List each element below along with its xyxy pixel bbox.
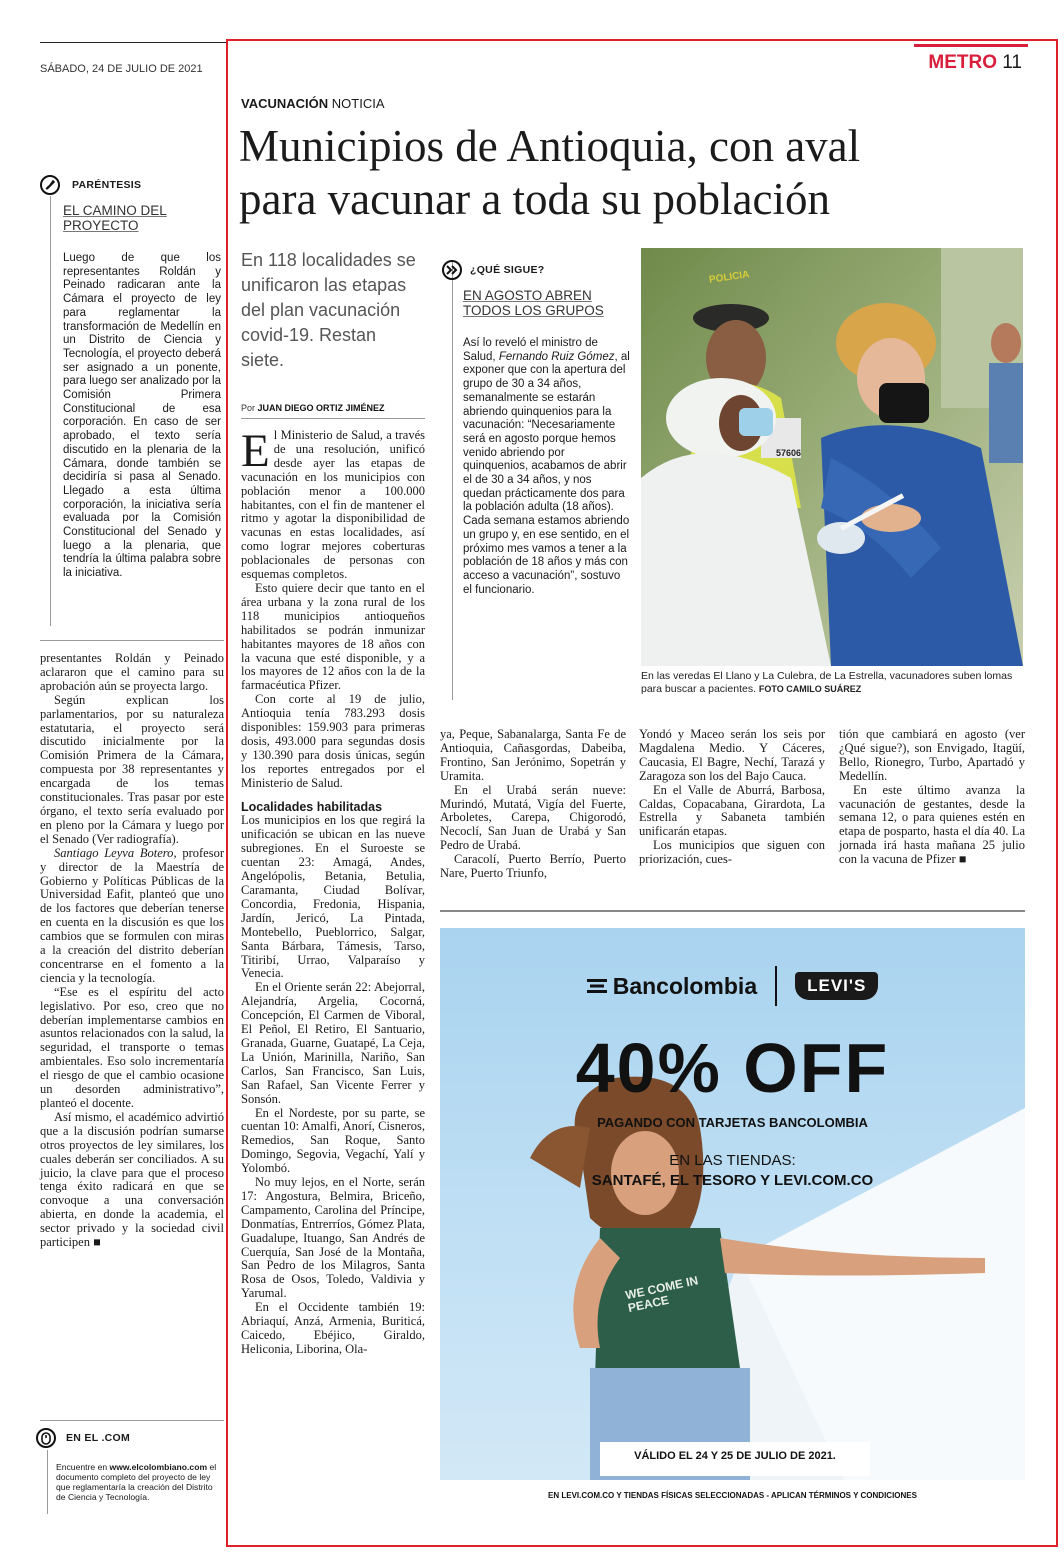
paragraph-rest: , profesor y director de la Maestría de Gobierno y Políticas Públicas de la Universidad Eafit, planteó que uno de los factores que deberían tenerse en cuenta en la discusión es que los cambios que se formulen con miras a la creación del distrito deberían concentrarse en el fomento a la ciencia y la tecnología. [40, 845, 224, 985]
com-rule [47, 1450, 48, 1514]
ad-separator [440, 910, 1025, 912]
paragraph: presentantes Roldán y Peinado aclararon que el camino para su aprobación aún se proyecta largo. [40, 651, 224, 693]
deck: En 118 localidades se unificaron las etapas del plan vacunación covid-19. Restan siete. [241, 250, 416, 370]
paragraph: ya, Peque, Sabanalarga, Santa Fe de Antioquia, Cañasgordas, Dabeiba, Frontino, San Jerónimo, Sopetrán y Uramita. [440, 727, 626, 783]
parentesis-title [63, 203, 218, 234]
que-sigue-text-rest: , al exponer que con la apertura del grupo de 30 a 34 años, semanalmente se estarán abriendo quinquenios para la vacunación: “Necesariamente será en agosto porque hemos venido abriendo por quinquenios, acabamos de abrir el de 30 a 34 años, y nos quedan prácticamente dos para la población adulta (18 años). Cada semana estamos abriendo un grupo y, en ese sentido, en el próximo mes vamos a tener a la población de 18 años y más con acceso a vacunación”, sostuvo el funcionario. [463, 350, 630, 596]
byline [241, 403, 385, 413]
article-column-3 [639, 728, 825, 867]
page-date: SÁBADO, 24 DE JULIO DE 2021 [40, 63, 203, 75]
ad-offer: 40% OFF [575, 1029, 890, 1107]
lead-paragraph: l Ministerio de Salud, a través de una resolución, unificó desde ayer las etapas de vacunación en los municipios con población menor a 100.000 habitantes, con el fin de mantener el ritmo y agotar la disponibilidad de vacunas en estas localidades, así como lograr mejores coberturas poblacionales de personas con esquemas completos. [241, 429, 425, 582]
paragraph: Según explican los parlamentarios, por su naturaleza estatutaria, el proyecto será discutido inicialmente por la Comisión Primera de la Cámara, compuesta por 38 representantes y encargada de los temas constitucionales. Tras pasar por este órgano, el texto sería evaluado por en pleno por la Cámara y luego por el Senado (Ver radiografía). [40, 692, 224, 846]
paragraph: Esto quiere decir que tanto en el área urbana y la zona rural de los 118 municipios antioqueños habilitados se podrán inmunizar habitantes mayores de 18 años con la vacuna que esté disponible, y a los mayores de 12 años con la de la farmacéutica Pfizer. [241, 580, 425, 693]
article-column-1 [241, 429, 425, 1514]
paragraph: En el Nordeste, por su parte, se cuentan 10: Amalfi, Anorí, Cisneros, Remedios, San Roque, Santo Domingo, Segovia, Vegachí, Yalí y Yolombó. [241, 1105, 425, 1176]
quoted-name: Santiago Leyva Botero [54, 845, 174, 860]
que-sigue-box [442, 260, 632, 597]
paragraph: En el Valle de Aburrá, Barbosa, Caldas, Copacabana, Girardota, La Estrella y Sabaneta también unificarán etapas. [639, 782, 825, 839]
que-sigue-title-text: EN AGOSTO ABREN TODOS LOS GRUPOS [463, 288, 604, 318]
bancolombia-icon [587, 977, 607, 995]
paragraph: “Ese es el espíritu del acto legislativo. Por eso, creo que no deberían implementarse cambios en asuntos relacionados con la salud, la seguridad, el transporte o temas ambientales. Eso solo incrementaría el riesgo de que el cambio ocasione un desorden administrativo”, planteó el docente. [40, 984, 224, 1110]
vaccination-photo-illustration [641, 248, 1023, 666]
ad-valid: VÁLIDO EL 24 Y 25 DE JULIO DE 2021. [634, 1450, 836, 1462]
parentesis-rule [50, 196, 51, 626]
paragraph: Caracolí, Puerto Berrío, Puerto Nare, Puerto Triunfo, [440, 852, 626, 881]
photo-credit: FOTO CAMILO SUÁREZ [758, 684, 862, 694]
parentesis-label: PARÉNTESIS [72, 179, 142, 191]
ad-terms: EN LEVI.COM.CO Y TIENDAS FÍSICAS SELECCIONADAS - APLICAN TÉRMINOS Y CONDICIONES [548, 1491, 917, 1500]
brand-divider [775, 966, 777, 1006]
parentesis-box [40, 175, 220, 195]
kicker [241, 96, 385, 111]
bancolombia-logo [587, 973, 757, 1000]
levis-logo: LEVI'S [795, 972, 878, 1000]
headline-line-2: para vacunar a toda su población [239, 174, 830, 224]
byline-rule [241, 418, 425, 419]
en-el-com-header [36, 1428, 130, 1448]
com-prefix: Encuentre en [56, 1462, 110, 1472]
minister-name: Fernando Ruiz Gómez [498, 350, 615, 363]
plate-text: 57606 [776, 448, 802, 458]
mouse-icon [36, 1428, 56, 1448]
bancolombia-text: Bancolombia [612, 972, 758, 999]
que-sigue-label: ¿QUÉ SIGUE? [470, 264, 545, 276]
ad-background-illustration [440, 928, 1025, 1514]
headline-line-1: Municipios de Antioquia, con aval [239, 121, 861, 171]
paragraph: No muy lejos, en el Norte, serán 17: Angostura, Belmira, Briceño, Campamento, Carolina del Príncipe, Donmatías, Entrerríos, Gómez Plata, Guadalupe, Ituango, San Andrés de Cuerquía, San José de la Montaña, San Pedro de los Milagros, Santa Rosa de Osos, Toledo, Valdivia y Yarumal. [241, 1175, 425, 1301]
parentesis-body: Luego de que los representantes Roldán y Peinado radicaran ante la Cámara el proyecto de ley para reglamentar la transformación de Medellín en un Distrito de Ciencia y Tecnología, el proyecto deberá ser asignado a un ponente, para luego ser analizado por la Comisión Primera Constitucional de esa corporación. En caso de ser aprobado, el texto sería discutido en la plenaria de la Cámara, donde también se decidiría si pasa al Senado. Llegado a esta última corporación, la iniciativa sería evaluada por la Comisión Constitucional del Senado y luego a la plenaria, que tendría la última palabra sobre la iniciativa. [63, 252, 221, 580]
paragraph: En el Occidente también 19: Abriaquí, Anzá, Armenia, Buriticá, Caicedo, Ebéjico, Giraldo, Heliconia, Liborina, Ola- [241, 1300, 425, 1356]
paragraph: En el Urabá serán nueve: Murindó, Mutatá, Vigía del Fuerte, Arboletes, Carepa, Chigorodó, Necoclí, San Juan de Urabá y San Pedro de Urabá. [440, 782, 626, 853]
sidebar-rule [40, 640, 224, 641]
paragraph: Los municipios que siguen con priorización, cues- [639, 838, 825, 867]
paragraph: Los municipios en los que regirá la unificación se ubican en las nueve subregiones. En el Suroeste se cuentan 23: Amagá, Andes, Angelópolis, Betania, Betulia, Caramanta, Ciudad Bolívar, Concordia, Fredonia, Hispania, Jardín, Jericó, La Pintada, Montebello, Pueblorrico, Salgar, Santa Bárbara, Támesis, Tarso, Titiribí, Urrao, Valparaíso y Venecia. [241, 813, 425, 981]
kicker-type: NOTICIA [331, 96, 385, 111]
section-label [928, 52, 1022, 74]
com-text: el documento completo del proyecto de ley que reglamentaría la creación del Distrito de Ciencia y Tecnología. [56, 1462, 217, 1502]
section-name: METRO [928, 52, 997, 73]
ad-subtitle: PAGANDO CON TARJETAS BANCOLOMBIA [597, 1115, 868, 1130]
en-el-com-label: EN EL .COM [66, 1432, 131, 1444]
paragraph: En este último avanza la vacunación de gestantes, desde la semana 12, o para quienes estén en etapa de posparto, hasta el día 40. La jornada irá hasta mañana 25 julio con la vacuna de Pfizer ■ [839, 782, 1025, 867]
en-el-com-body [56, 1462, 224, 1502]
kicker-label: VACUNACIÓN [241, 96, 329, 111]
que-sigue-title [463, 288, 627, 319]
paragraph [40, 847, 224, 986]
site-link[interactable]: www.elcolombiano.com [109, 1462, 208, 1472]
double-chevron-icon [442, 260, 462, 280]
news-photo [641, 248, 1023, 666]
article-column-2 [440, 728, 626, 881]
paragraph: Yondó y Maceo serán los seis por Magdalena Medio. Y Cáceres, Caucasia, El Bagre, Nechí, Tarazá y Zaragoza son los del Bajo Cauca. [639, 727, 825, 783]
left-story [40, 652, 224, 1250]
headline [239, 120, 1029, 226]
ad-stores-label: EN LAS TIENDAS: [669, 1152, 796, 1169]
parentesis-title-text: EL CAMINO DEL PROYECTO [63, 203, 167, 233]
police-badge-text: POLICIA [708, 269, 751, 286]
com-rule-top [40, 1420, 224, 1421]
photo-caption [641, 670, 1025, 696]
section-bar [914, 44, 1028, 47]
paragraph: En el Oriente serán 22: Abejorral, Alejandría, Argelia, Cocorná, Concepción, El Carmen de Viboral, El Peñol, El Retiro, El Santuario, Granada, Guarne, Guatapé, La Ceja, La Unión, Marinilla, Nariño, San Carlos, San Francisco, San Luis, San Rafael, San Vicente Ferrer y Sonsón. [241, 980, 425, 1106]
advertisement[interactable] [440, 928, 1025, 1514]
subhead: Localidades habilitadas [241, 799, 383, 814]
dropcap: E [241, 429, 270, 477]
caption-text: En las veredas El Llano y La Culebra, de La Estrella, vacunadores suben lomas para buscar a pacientes. [641, 670, 1013, 695]
byline-author: JUAN DIEGO ORTIZ JIMÉNEZ [257, 403, 385, 413]
ad-brands [440, 966, 1025, 1006]
byline-prefix: Por [241, 403, 256, 413]
article-column-4 [839, 728, 1025, 867]
paragraph: Así mismo, el académico advirtió que a la discusión podrían sumarse otros proyectos de ley similares, los cuales deberán ser conciliados. A su juicio, la clave para que el proceso tenga éxito radicará en que se convoque a una conversación abierta, en donde la academia, el sector privado y la sociedad civil participen ■ [40, 1109, 224, 1250]
paragraph: tión que cambiará en agosto (ver ¿Qué sigue?), son Envigado, Itagüí, Bello, Rionegro, Turbo, Apartadó y Medellín. [839, 727, 1025, 783]
top-rule [40, 42, 226, 43]
shirt-text: WE COME IN PEACE [624, 1273, 700, 1316]
page-number: 11 [1002, 52, 1022, 73]
rocket-icon [40, 175, 60, 195]
ad-stores: SANTAFÉ, EL TESORO Y LEVI.COM.CO [591, 1172, 874, 1189]
que-sigue-body [463, 337, 631, 597]
paragraph: Con corte al 19 de julio, Antioquia tenía 783.293 dosis disponibles: 159.903 para primeras dosis, 493.000 para segundas dosis y 130.390 para dosis únicas, según los reportes entregados por el Ministerio de Salud. [241, 692, 425, 790]
que-sigue-text: Así lo reveló el ministro de Salud, [463, 337, 598, 363]
